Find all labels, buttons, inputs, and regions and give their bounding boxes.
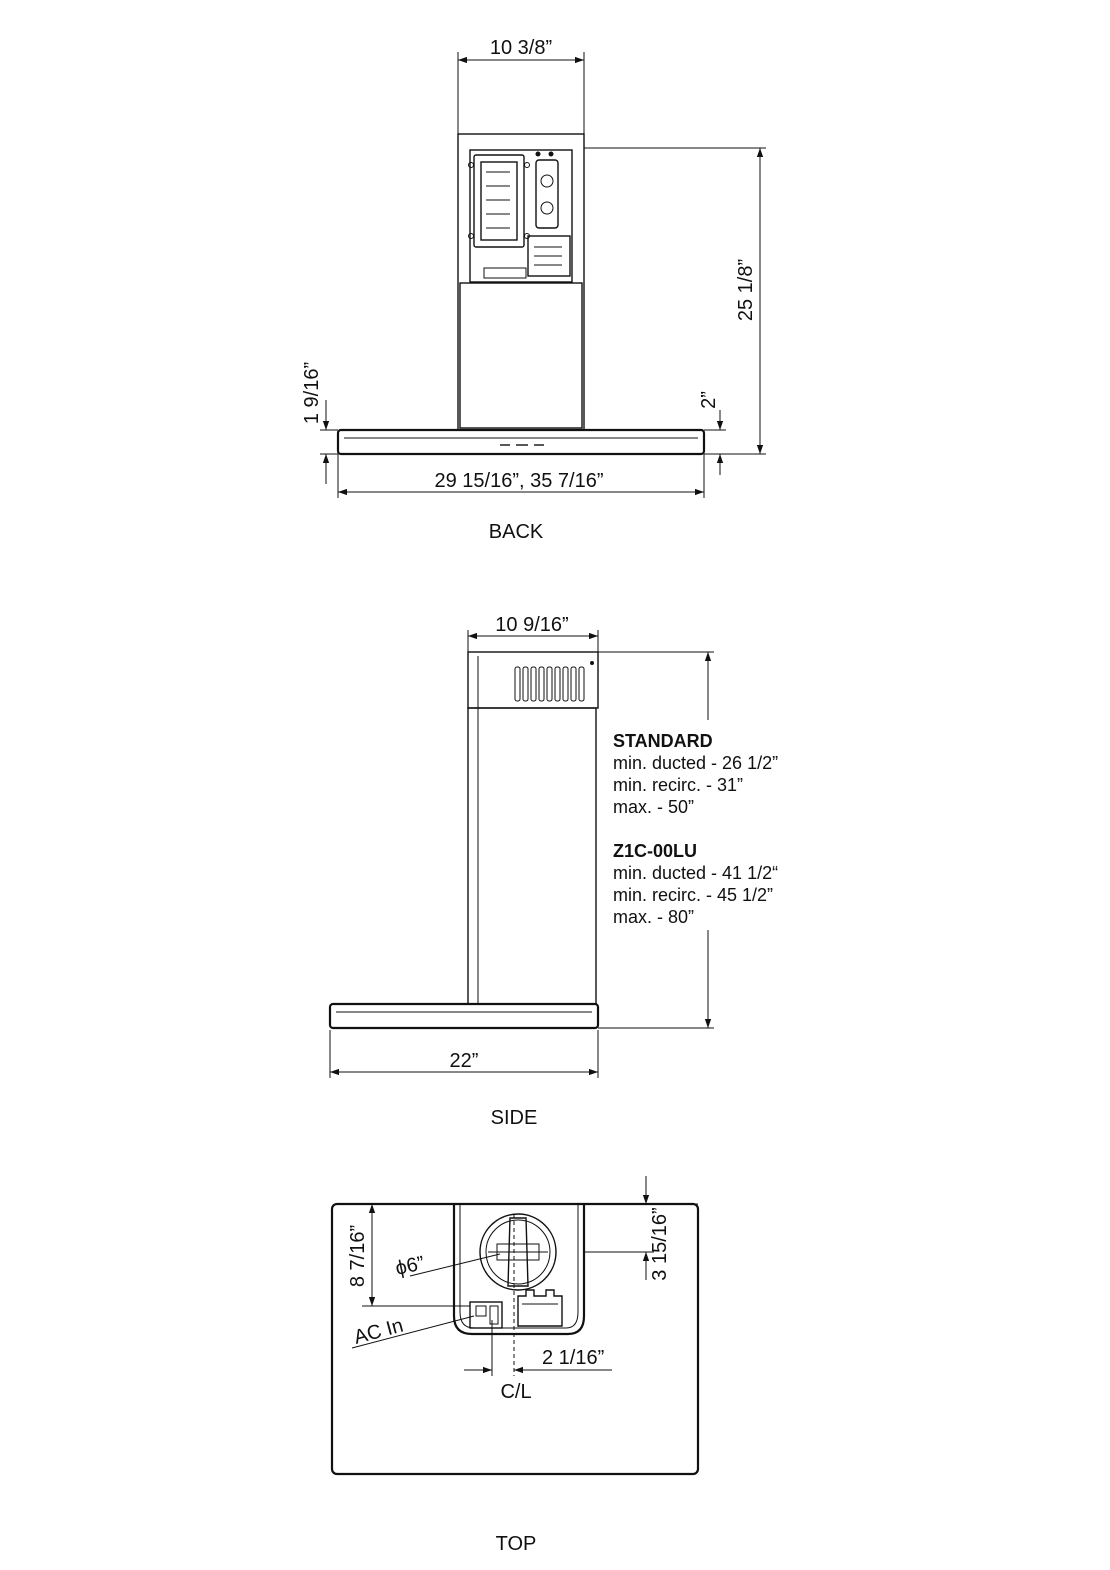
duct-side-offset-label: 3 15/16” [649,1207,671,1281]
top-view-title: TOP [495,1533,537,1555]
side-view [330,614,778,1129]
ac-in-terminal [470,1302,502,1328]
side-vent-slots [515,667,584,701]
back-lower-chimney [460,283,582,428]
top-chimney-outline [454,1204,584,1334]
standard-min-ducted: min. ducted - 26 1/2” [613,753,779,773]
standard-max: max. - 50” [613,797,695,817]
extension-min-recirc: min. recirc. - 45 1/2” [613,885,774,905]
back-canopy [338,430,704,454]
motor-connector [518,1290,562,1326]
ac-in-label: AC In [351,1314,406,1349]
back-width-label: 29 15/16”, 35 7/16” [434,470,604,492]
cl-offset-label: 2 1/16” [542,1347,605,1369]
back-top-width-label: 10 3/8” [489,37,553,59]
offset-label: 2” [698,391,720,409]
back-height-label: 25 1/8” [735,258,757,322]
side-top-width-label: 10 9/16” [495,614,569,636]
side-view-title: SIDE [490,1107,538,1129]
standard-title: STANDARD [613,731,713,751]
extension-title: Z1C-00LU [613,841,698,861]
top-view [332,1176,698,1555]
capacitor-bracket [536,152,559,229]
side-depth-label: 22” [449,1050,479,1072]
side-canopy [330,1004,598,1028]
duct-offset-label: 8 7/16” [347,1224,369,1288]
extension-min-ducted: min. ducted - 41 1/2“ [613,863,779,883]
back-inner-panel [470,150,572,282]
standard-min-recirc: min. recirc. - 31” [613,775,744,795]
duct-diameter-label: ϕ6” [393,1252,427,1280]
terminal-block [484,236,570,278]
back-view-title: BACK [488,521,544,543]
side-lower-chimney [468,708,596,1004]
back-view [301,37,766,543]
canopy-thickness-label: 1 9/16” [301,361,323,425]
relay-board [469,155,530,247]
extension-max: max. - 80” [613,907,695,927]
centerline-label: C/L [500,1381,532,1403]
